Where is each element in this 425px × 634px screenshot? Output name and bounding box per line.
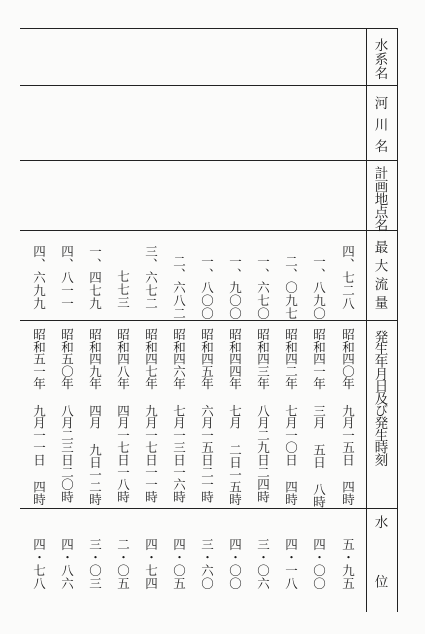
rule-row-1 — [20, 85, 398, 86]
level-cell-3: 四・一八 — [283, 538, 299, 590]
datetime-cell-5: 昭和四四年 七月 二日一五時 — [227, 328, 243, 506]
datetime-cell-8: 昭和四七年 九月一七日一一時 — [143, 328, 159, 503]
level-cell-11: 四・八六 — [59, 538, 75, 590]
flow-cell-9: 七七三 — [115, 270, 131, 309]
flow-cell-11: 四、八一一 — [59, 245, 75, 310]
level-cell-5: 四・〇〇 — [227, 538, 243, 590]
level-cell-4: 三・〇六 — [255, 538, 271, 590]
level-cell-6: 三・六〇 — [199, 538, 215, 590]
datetime-cell-11: 昭和五〇年 八月二三日二〇時 — [59, 328, 75, 503]
flow-cell-7: 二、六八二 — [171, 255, 187, 320]
header-point: 計画地点名 — [371, 166, 388, 231]
flow-cell-4: 一、六七〇 — [255, 255, 271, 320]
flow-cell-2: 一、八九〇 — [311, 255, 327, 320]
flow-cell-3: 二、〇九七 — [283, 255, 299, 320]
rule-row-2 — [20, 160, 398, 161]
level-cell-2: 四・〇〇 — [311, 538, 327, 590]
flow-cell-10: 一、四七九 — [87, 245, 103, 310]
header-river: 河川名 — [371, 96, 388, 161]
level-cell-1: 五・九五 — [340, 538, 356, 590]
datetime-cell-10: 昭和四九年 四月 九日一二時 — [87, 328, 103, 506]
datetime-cell-9: 昭和四八年 四月一七日一八時 — [115, 328, 131, 503]
rule-top — [20, 28, 398, 29]
flow-cell-6: 一、八〇〇 — [199, 255, 215, 320]
header-datetime: 発生年月日及び発生時刻 — [371, 330, 388, 466]
flow-cell-5: 一、九〇〇 — [227, 255, 243, 320]
rule-row-3 — [20, 230, 398, 231]
datetime-cell-3: 昭和四二年 七月一〇日 四時 — [283, 328, 299, 506]
datetime-cell-7: 昭和四六年 七月一三日一六時 — [171, 328, 187, 503]
level-cell-8: 四・七四 — [143, 538, 159, 590]
level-cell-7: 四・〇五 — [171, 538, 187, 590]
datetime-cell-1: 昭和四〇年 九月一五日 四時 — [340, 328, 356, 506]
header-max-flow: 最大流量 — [371, 240, 388, 314]
datetime-cell-2: 昭和四一年 三月 五日 八時 — [311, 328, 327, 508]
flow-cell-8: 三、六七二 — [143, 245, 159, 310]
header-water-system: 水系名 — [371, 38, 388, 80]
datetime-cell-6: 昭和四五年 六月一五日二一時 — [199, 328, 215, 503]
header-water-level: 水位 — [371, 515, 388, 634]
flow-cell-1: 四、七二八 — [340, 245, 356, 310]
flow-cell-12: 四、六九九 — [31, 245, 47, 310]
datetime-cell-4: 昭和四三年 八月二九日二四時 — [255, 328, 271, 503]
rule-row-4 — [20, 320, 398, 321]
datetime-cell-12: 昭和五一年 九月一一日 四時 — [31, 328, 47, 506]
level-cell-12: 四・七八 — [31, 538, 47, 590]
level-cell-10: 三・〇三 — [87, 538, 103, 590]
level-cell-9: 二・〇五 — [115, 538, 131, 590]
rule-row-5 — [20, 508, 398, 509]
